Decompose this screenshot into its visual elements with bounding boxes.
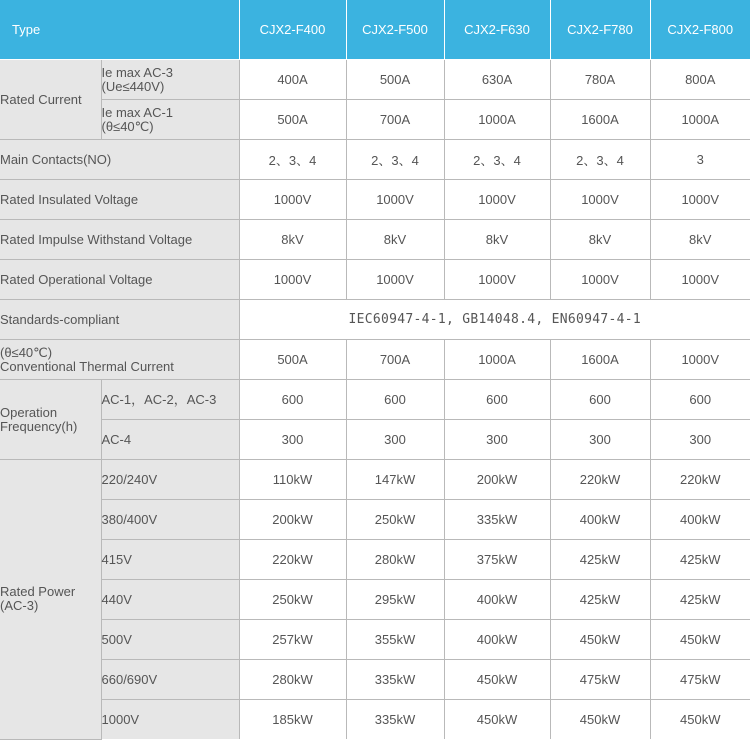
table-cell: 450kW <box>650 700 750 740</box>
table-cell: 1000A <box>444 100 550 140</box>
table-cell: 400kW <box>550 500 650 540</box>
table-cell: 335kW <box>346 700 444 740</box>
table-cell: 257kW <box>239 620 346 660</box>
table-cell: 600 <box>444 380 550 420</box>
ac3-label-line1: Ie max AC-3 <box>101 64 174 80</box>
table-cell: 450kW <box>550 620 650 660</box>
table-cell: 335kW <box>346 660 444 700</box>
table-row <box>0 60 750 100</box>
table-row <box>0 500 750 540</box>
insulated-voltage-label: Rated Insulated Voltage <box>0 180 239 220</box>
standards-label: Standards-compliant <box>0 300 239 340</box>
model-header: CJX2-F500 <box>346 0 444 60</box>
rated-power-label <box>0 460 101 740</box>
table-cell: 475kW <box>550 660 650 700</box>
table-cell: 600 <box>550 380 650 420</box>
operation-frequency-label <box>0 380 101 460</box>
table-cell: 1000V <box>346 260 444 300</box>
table-cell: 450kW <box>650 620 750 660</box>
table-cell: 1600A <box>550 340 650 380</box>
table-cell: 300 <box>550 420 650 460</box>
table-cell: 500A <box>346 60 444 100</box>
table-cell: 300 <box>239 420 346 460</box>
table-cell: 2、3、4 <box>346 140 444 180</box>
power-voltage-label: 415V <box>101 540 239 580</box>
table-cell: 450kW <box>550 700 650 740</box>
operation-frequency-label-line2: Frequency(h) <box>0 418 78 434</box>
table-row <box>0 380 750 420</box>
model-header: CJX2-F780 <box>550 0 650 60</box>
table-cell: 450kW <box>444 700 550 740</box>
table-cell: 8kV <box>550 220 650 260</box>
ac3-label <box>101 60 239 100</box>
table-cell: 220kW <box>239 540 346 580</box>
table-cell: 475kW <box>650 660 750 700</box>
table-cell: 425kW <box>550 540 650 580</box>
table-row <box>0 100 750 140</box>
table-cell: 300 <box>346 420 444 460</box>
table-cell: 630A <box>444 60 550 100</box>
table-row <box>0 260 750 300</box>
power-voltage-label: 1000V <box>101 700 239 740</box>
table-cell: 8kV <box>346 220 444 260</box>
table-cell: 1000V <box>444 180 550 220</box>
table-cell: 500A <box>239 100 346 140</box>
table-cell: 1000V <box>346 180 444 220</box>
model-header: CJX2-F630 <box>444 0 550 60</box>
table-cell: 1000A <box>444 340 550 380</box>
table-cell: 600 <box>239 380 346 420</box>
operation-frequency-label-line1: Operation <box>0 404 58 420</box>
table-cell: 335kW <box>444 500 550 540</box>
table-cell: 425kW <box>550 580 650 620</box>
power-voltage-label: 660/690V <box>101 660 239 700</box>
table-cell: 300 <box>650 420 750 460</box>
table-cell: 375kW <box>444 540 550 580</box>
table-cell: 600 <box>650 380 750 420</box>
table-row <box>0 660 750 700</box>
rated-power-label-line1: Rated Power <box>0 584 76 600</box>
impulse-voltage-label: Rated Impulse Withstand Voltage <box>0 220 239 260</box>
table-row <box>0 300 750 340</box>
ac3-label-line2: (Ue≤440V) <box>101 78 165 94</box>
table-cell: 300 <box>444 420 550 460</box>
table-cell: 1000V <box>444 260 550 300</box>
table-cell: 2、3、4 <box>444 140 550 180</box>
table-cell: 220kW <box>550 460 650 500</box>
table-cell: 780A <box>550 60 650 100</box>
table-cell: 1000V <box>650 260 750 300</box>
table-cell: 600 <box>346 380 444 420</box>
table-cell: 200kW <box>444 460 550 500</box>
table-cell: 185kW <box>239 700 346 740</box>
header-row <box>0 0 750 60</box>
table-cell: 800A <box>650 60 750 100</box>
table-cell: 250kW <box>346 500 444 540</box>
table-cell: 1000V <box>239 260 346 300</box>
table-cell: 1000V <box>650 340 750 380</box>
table-cell: 1000V <box>239 180 346 220</box>
table-cell: 1600A <box>550 100 650 140</box>
table-row <box>0 140 750 180</box>
table-row <box>0 580 750 620</box>
table-cell: 8kV <box>650 220 750 260</box>
power-voltage-label: 440V <box>101 580 239 620</box>
table-cell: 400kW <box>650 500 750 540</box>
table-row <box>0 460 750 500</box>
table-cell: 250kW <box>239 580 346 620</box>
thermal-current-label-line2: Conventional Thermal Current <box>0 358 174 374</box>
table-cell: 425kW <box>650 540 750 580</box>
standards-value: IEC60947-4-1, GB14048.4, EN60947-4-1 <box>239 300 750 340</box>
table-row <box>0 420 750 460</box>
table-cell: 295kW <box>346 580 444 620</box>
type-header: Type <box>0 0 239 60</box>
frequency-sublabel: AC-4 <box>101 420 239 460</box>
table-cell: 700A <box>346 100 444 140</box>
power-voltage-label: 380/400V <box>101 500 239 540</box>
table-cell: 220kW <box>650 460 750 500</box>
table-cell: 8kV <box>239 220 346 260</box>
table-cell: 110kW <box>239 460 346 500</box>
table-cell: 200kW <box>239 500 346 540</box>
table-cell: 2、3、4 <box>239 140 346 180</box>
table-row <box>0 340 750 380</box>
table-cell: 355kW <box>346 620 444 660</box>
table-row <box>0 180 750 220</box>
table-cell: 1000A <box>650 100 750 140</box>
ac1-label <box>101 100 239 140</box>
table-cell: 400kW <box>444 580 550 620</box>
rated-current-label: Rated Current <box>0 60 101 140</box>
table-cell: 400kW <box>444 620 550 660</box>
frequency-sublabel: AC-1，AC-2，AC-3 <box>101 380 239 420</box>
power-voltage-label: 500V <box>101 620 239 660</box>
table-cell: 450kW <box>444 660 550 700</box>
table-cell: 147kW <box>346 460 444 500</box>
table-cell: 700A <box>346 340 444 380</box>
table-cell: 425kW <box>650 580 750 620</box>
table-cell: 500A <box>239 340 346 380</box>
rated-power-label-line2: (AC-3) <box>0 598 39 614</box>
table-cell: 1000V <box>650 180 750 220</box>
thermal-current-label <box>0 340 239 380</box>
table-cell: 400A <box>239 60 346 100</box>
model-header: CJX2-F400 <box>239 0 346 60</box>
ac1-label-line2: (θ≤40℃) <box>101 118 154 134</box>
table-row <box>0 700 750 740</box>
ac1-label-line1: Ie max AC-1 <box>101 104 174 120</box>
table-cell: 1000V <box>550 180 650 220</box>
table-row <box>0 540 750 580</box>
power-voltage-label: 220/240V <box>101 460 239 500</box>
table-cell: 2、3、4 <box>550 140 650 180</box>
model-header: CJX2-F800 <box>650 0 750 60</box>
table-cell: 3 <box>650 140 750 180</box>
table-cell: 1000V <box>550 260 650 300</box>
operational-voltage-label: Rated Operational Voltage <box>0 260 239 300</box>
table-row <box>0 220 750 260</box>
table-cell: 280kW <box>239 660 346 700</box>
thermal-current-label-line1: (θ≤40℃) <box>0 344 53 360</box>
table-cell: 8kV <box>444 220 550 260</box>
table-row <box>0 620 750 660</box>
main-contacts-label: Main Contacts(NO) <box>0 140 239 180</box>
table-cell: 280kW <box>346 540 444 580</box>
